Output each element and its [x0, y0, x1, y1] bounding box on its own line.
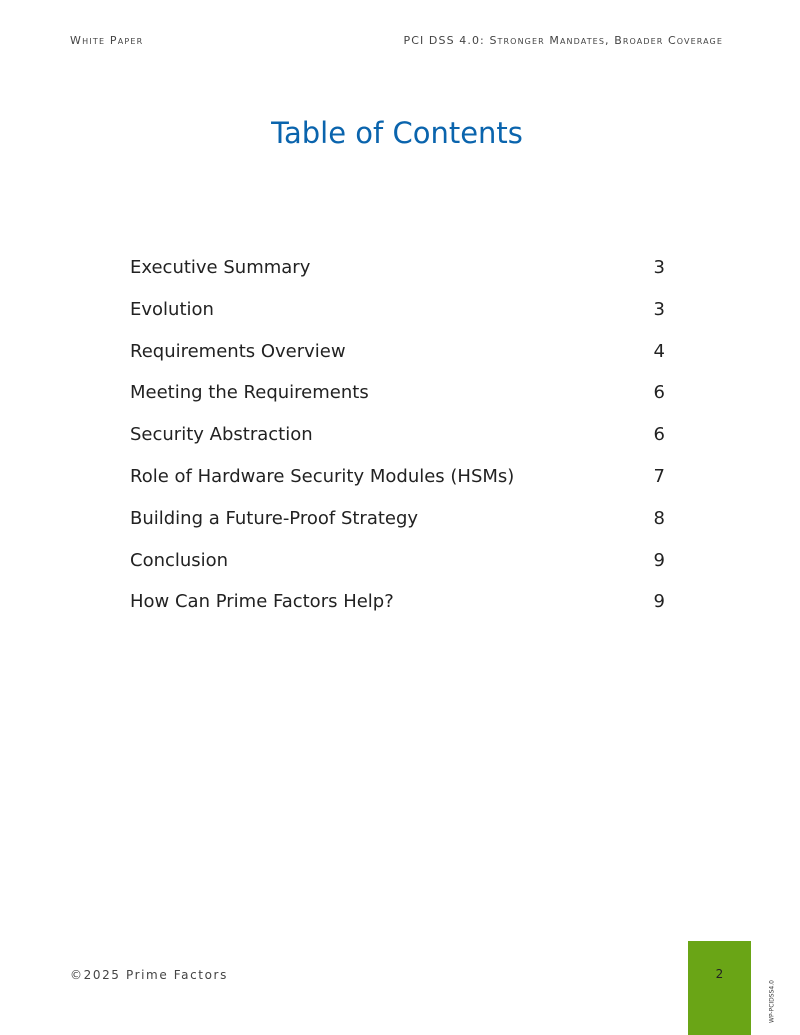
document-code: WP-PCIDSS4.0 [768, 980, 776, 1023]
toc-entry-page: 6 [653, 424, 665, 446]
toc-entry-security-abstraction[interactable] [130, 424, 665, 466]
toc-entry-page: 9 [653, 549, 665, 571]
toc-entry-page: 3 [653, 298, 665, 320]
toc-entry-label: Building a Future-Proof Strategy [130, 507, 419, 529]
toc-entry-label: Requirements Overview [130, 340, 346, 362]
toc-entry-label: Executive Summary [130, 257, 311, 278]
footer-copyright: ©2025 Prime Factors [70, 968, 228, 982]
toc-entry-requirements-overview[interactable] [130, 341, 665, 383]
toc-entry-page: 3 [653, 257, 665, 278]
toc-entry-prime-factors-help[interactable] [130, 591, 665, 633]
header-document-type: White Paper [70, 34, 144, 47]
toc-entry-page: 6 [653, 382, 665, 404]
toc-entry-meeting-the-requirements[interactable] [130, 382, 665, 424]
toc-entry-page: 9 [653, 591, 665, 613]
toc-entry-label: Security Abstraction [130, 424, 313, 446]
toc-entry-label: How Can Prime Factors Help? [130, 591, 394, 613]
toc-entry-label: Role of Hardware Security Modules (HSMs) [130, 465, 515, 487]
toc-entry-evolution[interactable] [130, 299, 665, 341]
toc-entry-label: Conclusion [130, 549, 229, 571]
toc-entry-label: Meeting the Requirements [130, 382, 369, 404]
page-number-box [688, 941, 751, 1035]
toc-entry-page: 8 [653, 507, 665, 529]
toc-entry-conclusion[interactable] [130, 550, 665, 592]
page-number: 2 [715, 967, 724, 981]
toc-entry-label: Evolution [130, 298, 214, 320]
toc-entry-executive-summary[interactable] [130, 257, 665, 299]
toc-entry-future-proof-strategy[interactable] [130, 508, 665, 550]
toc-entry-page: 7 [653, 465, 665, 487]
toc-entry-page: 4 [653, 340, 665, 362]
toc-entry-role-of-hsms[interactable] [130, 466, 665, 508]
header-document-title: PCI DSS 4.0: Stronger Mandates, Broader Coverage [403, 34, 723, 47]
page-title: Table of Contents [271, 116, 523, 150]
table-of-contents [130, 257, 665, 633]
